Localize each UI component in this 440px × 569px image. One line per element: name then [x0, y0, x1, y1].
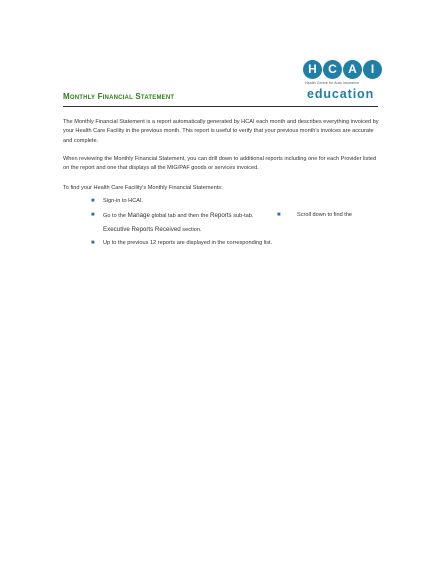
page-title: Monthly Financial Statement: [63, 92, 175, 101]
logo-letter-c: C: [323, 60, 342, 79]
step-text: sub-tab.: [231, 213, 254, 219]
logo-tagline: Health Centre for Auto Insurance: [305, 81, 360, 85]
executive-reports-section-name: Executive Reports Received: [103, 226, 181, 233]
logo-subtitle: education: [307, 87, 375, 101]
step-continuation: [103, 226, 202, 233]
step-report-list: Up to the previous 12 reports are displayed in the corresponding list.: [103, 240, 273, 246]
bullet-icon: ■: [91, 240, 95, 246]
reports-tab-name: Reports: [209, 212, 232, 219]
title-divider: [63, 106, 378, 107]
bullet-icon: ■: [91, 212, 95, 218]
logo-letter-i: I: [363, 60, 382, 79]
step-text: section.: [180, 227, 202, 233]
hcai-education-logo: [303, 60, 385, 106]
intro-paragraph: The Monthly Financial Statement is a report automatically generated by HCAI each month and describes everything invoiced by your Health Care Facility in the previous month. This report is useful to verify that your previous month's invoices are accurate and complete.: [63, 119, 379, 144]
find-paragraph: To find your Health Care Facility's Monthly Financial Statements:: [63, 185, 223, 191]
drilldown-paragraph: When reviewing the Monthly Financial Statement, you can drill down to additional reports including one for each Provider listed on the report and one that displays all the MIG/PAF goods or services invoiced.: [63, 156, 377, 172]
bullet-icon: ■: [277, 212, 281, 218]
logo-letter-a: A: [343, 60, 362, 79]
step-text: Go to the: [103, 213, 128, 219]
step-go-to-reports: [103, 212, 253, 219]
logo-letters: [303, 60, 382, 79]
step-sign-in: Sign-in to HCAI.: [103, 198, 144, 204]
bullet-icon: ■: [91, 198, 95, 204]
step-text: global tab and then the: [149, 213, 210, 219]
logo-letter-h: H: [303, 60, 322, 79]
step-scroll-down: Scroll down to find the: [297, 212, 353, 218]
manage-tab-name: Manage: [127, 212, 150, 219]
